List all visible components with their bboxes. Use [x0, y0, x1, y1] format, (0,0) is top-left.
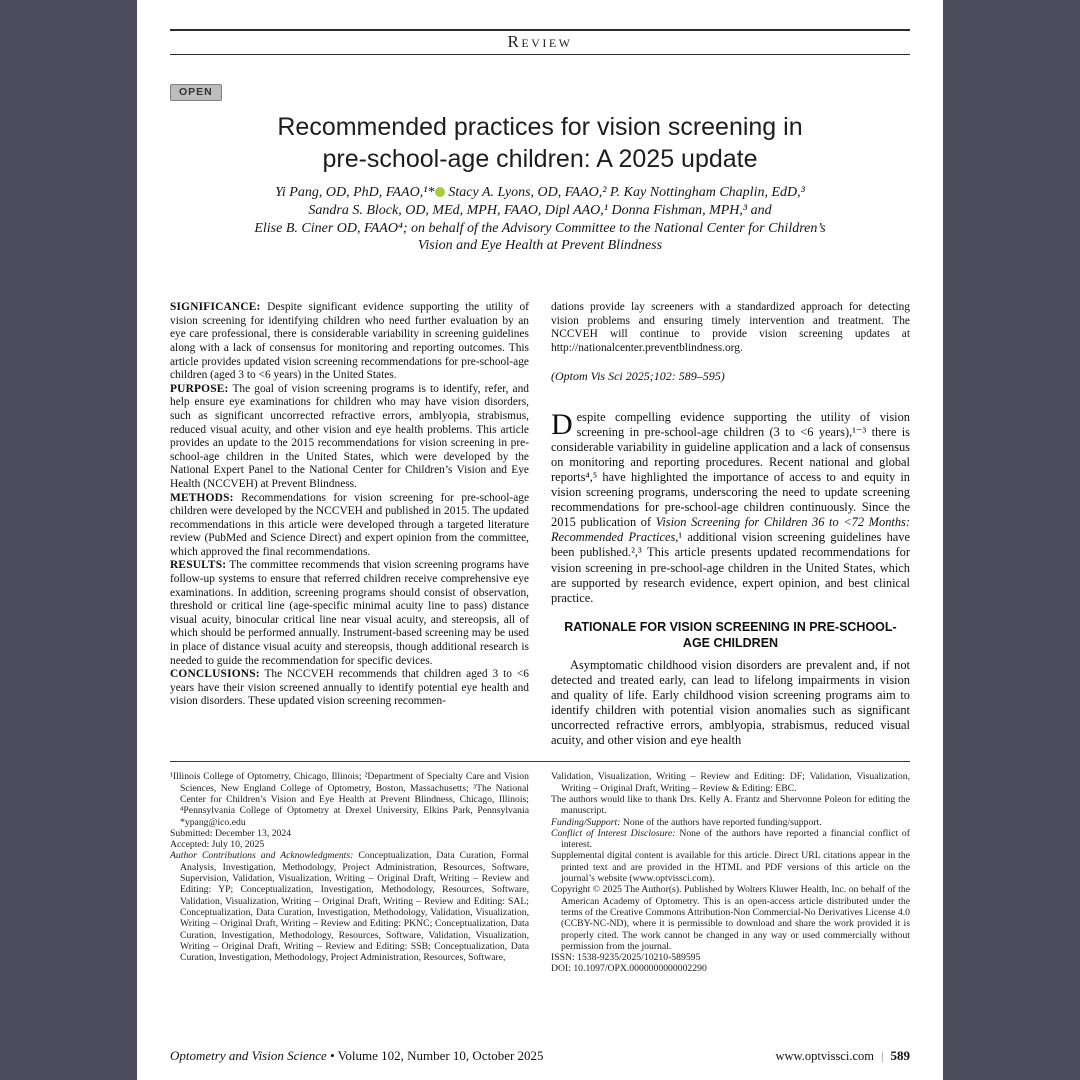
- abstract-conclusions: [170, 668, 529, 709]
- abstract-methods: [170, 492, 529, 560]
- page-footer: [170, 1048, 910, 1064]
- results-text: The committee recommends that vision screening programs have follow-up systems to ensure that referred children receive comprehensive eye examinations. In addition, screening programs should consist of observation, threshold or critical line (age-specific minimal acuity line to pass) distance visual acuity, binocular critical line near visual acuity, and stereopsis, all of which should be performed annually. Instrument-based screening may be used in place of distance visual acuity and stereopsis, though additional research is needed to guide the recommendation for specific devices.: [170, 559, 529, 667]
- contributions-continued-note: Validation, Visualization, Writing – Review and Editing: DF; Validation, Visualization, Writing – Original Draft, Writing – Review & Editing: EBC.: [551, 771, 910, 794]
- conclusions-text: The NCCVEH recommends that children aged 3 to <6 years have their vision screened annually to identify potential eye health and vision disorders. These updated vision screening recommen-: [170, 668, 529, 708]
- affiliations-note: ¹Illinois College of Optometry, Chicago, Illinois; ²Department of Specialty Care and Vision Sciences, New England College of Optometry, Boston, Massachusetts; ³The National Center for Children’s Vision and Eye Health at Prevent Blindness, Chicago, Illinois; ⁴Pennsylvania College of Optometry at Drexel University, Elkins Park, Pennsylvania *ypang@ico.edu: [170, 771, 529, 828]
- issue-info: • Volume 102, Number 10, October 2025: [326, 1048, 544, 1063]
- footnotes-left-column: [170, 771, 529, 974]
- footer-journal-info: [170, 1048, 544, 1064]
- page-number: 589: [890, 1048, 910, 1063]
- methods-label: METHODS:: [170, 491, 234, 504]
- abstract-purpose: [170, 383, 529, 492]
- conclusions-label: CONCLUSIONS:: [170, 668, 260, 681]
- article-title-line2: pre-school-age children: A 2025 update: [322, 145, 758, 173]
- submitted-note: Submitted: December 13, 2024: [170, 827, 292, 839]
- journal-citation: (Optom Vis Sci 2025;102: 589–595): [551, 368, 725, 383]
- journal-name: Optometry and Vision Science: [170, 1048, 327, 1063]
- author-line-1: [170, 184, 910, 202]
- section-heading-rationale: RATIONALE FOR VISION SCREENING IN PRE-SCHOOL-AGE CHILDREN: [564, 619, 897, 650]
- doi-note: DOI: 10.1097/OPX.0000000000002290: [551, 963, 707, 975]
- journal-page: [137, 0, 943, 1080]
- abstract-conclusions-continued: dations provide lay screeners with a standardized approach for detecting vision problems and ensuring timely intervention and treatment. The NCCVEH will continue to provide vision screening updates at http://nationalcenter.preventblindness.org.: [551, 301, 910, 354]
- author-list: [170, 184, 910, 255]
- article-title-line1: Recommended practices for vision screening in: [277, 113, 803, 141]
- methods-text: Recommendations for vision screening for pre-school-age children were developed by the NCCVEH and published in 2015. The updated recommendations in this article were developed through a targeted literature review (PubMed and Science Direct) and expert opinion from the committee, which approved the final recommendations.: [170, 491, 529, 558]
- left-column: [170, 301, 529, 748]
- intro-text-1: espite compelling evidence supporting the utility of vision screening in pre-school-age children (3 to <6 years),¹⁻³ there is considerable variability in guideline application and a lack of consensus on monitoring and reporting procedures. Recent national and global reports⁴,⁵ have highlighted the importance of access to and equity in vision screening programs, underscoring the need to update screening recommendations for pre-school-age children continuously. Since the 2015 publication of: [551, 409, 910, 530]
- author-line-3: Elise B. Ciner OD, FAAO⁴; on behalf of the Advisory Committee to the National Center for Children’s: [254, 220, 826, 236]
- drop-cap: D: [551, 407, 573, 441]
- purpose-label: PURPOSE:: [170, 382, 229, 395]
- author-line-4: Vision and Eye Health at Prevent Blindness: [417, 238, 663, 254]
- footnotes-right-column: [551, 771, 910, 974]
- badge-row: [170, 82, 910, 101]
- footnotes: [170, 771, 910, 974]
- article-type-label: Review: [507, 32, 573, 51]
- footer-page-info: [775, 1048, 910, 1064]
- article-type-banner: [170, 29, 910, 55]
- footer-separator: |: [880, 1049, 884, 1063]
- funding-note: Funding/Support: None of the authors have reported funding/support.: [551, 816, 822, 828]
- issn-note: ISSN: 1538-9235/2025/10210-589595: [551, 952, 701, 964]
- acknowledgments-note: The authors would like to thank Drs. Kelly A. Frantz and Shervonne Poleon for editing the manuscript.: [551, 793, 910, 817]
- author-line-2: Sandra S. Block, OD, MEd, MPH, FAAO, Dipl AAO,¹ Donna Fishman, MPH,³ and: [308, 202, 772, 218]
- abstract-significance: [170, 301, 529, 383]
- right-column: [551, 301, 910, 748]
- conflict-of-interest-note: Conflict of Interest Disclosure: None of the authors have reported a financial conflict of interest.: [551, 827, 911, 851]
- accepted-note: Accepted: July 10, 2025: [170, 839, 265, 851]
- footnote-divider: [170, 761, 910, 762]
- intro-text-2: ,¹ additional vision screening guidelines have been published.²,³ This article presents updated recommendations for vision screening in pre-school-age children in the United States, which are supported by research evidence, expert opinion, and best clinical practice.: [551, 530, 910, 605]
- rationale-paragraph: Asymptomatic childhood vision disorders are prevalent and, if not detected and treated early, can lead to lifelong impairments in vision and quality of life. Early childhood vision screening programs aim to identify children with potential vision anomalies such as significant uncorrected refractive errors, amblyopia, strabismus, reduced visual acuity, and other vision and eye health: [551, 657, 910, 748]
- open-access-badge: OPEN: [170, 84, 222, 101]
- author-contributions-note: Author Contributions and Acknowledgments: Conceptualization, Data Curation, Formal Analysis, Investigation, Methodology, Project Administration, Resources, Software, Supervision, Validation, Visualization, Writing – Original Draft, Writing – Review and Editing: YP; Conceptualization, Investigation, Methodology, Resources, Software, Validation, Visualization, Writing – Original Draft, Writing – Review and Editing: SAL; Conceptualization, Data Curation, Investigation, Methodology, Validation, Visualization, Writing – Original Draft, Writing – Review and Editing: PKNC; Conceptualization, Data Curation, Investigation, Methodology, Resources, Software, Validation, Visualization, Writing – Original Draft, Writing – Review and Editing: SSB; Conceptualization, Data Curation, Investigation, Methodology, Project Administration, Resources, Software,: [170, 850, 529, 964]
- significance-label: SIGNIFICANCE:: [170, 301, 261, 314]
- purpose-text: The goal of vision screening programs is to identify, refer, and help ensure eye examinations for children who may have vision disorders, such as significant uncorrected refractive errors, amblyopia, strabismus, reduced visual acuity, and other vision and eye health problems. This article provides an update to the 2015 recommendations for vision screening in pre-school-age children in the United States, which were developed by the National Expert Panel to the National Center for Children’s Vision and Eye Health (NCCVEH) at Prevent Blindness.: [170, 382, 529, 490]
- article-body: [551, 407, 910, 749]
- results-label: RESULTS:: [170, 559, 227, 572]
- author-line-1-rest: Stacy A. Lyons, OD, FAAO,² P. Kay Nottingham Chaplin, EdD,³: [448, 185, 805, 200]
- abstract-and-intro: [170, 301, 910, 748]
- orcid-icon: [435, 187, 445, 197]
- significance-text: Despite significant evidence supporting the utility of vision screening for identifying children who need further evaluation by an eye care professional, there is considerable variability in screening guidelines along with a lack of consensus for monitoring and reporting outcomes. This article provides updated vision screening recommendations for pre-school-age children (aged 3 to <6 years) in the United States.: [170, 301, 529, 382]
- journal-website-link[interactable]: www.optvissci.com: [775, 1049, 874, 1063]
- intro-paragraph: [551, 407, 910, 606]
- cited-title-italic: Vision Screening for Children 36 to <72 Months: Recommended Practices: [551, 515, 910, 545]
- article-title: [170, 111, 910, 175]
- copyright-note: Copyright © 2025 The Author(s). Published by Wolters Kluwer Health, Inc. on behalf of the American Academy of Optometry. This is an open-access article distributed under the terms of the Creative Commons Attribution-Non Commercial-No Derivatives License 4.0 (CCBY-NC-ND), where it is permissible to download and share the work provided it is properly cited. The work cannot be changed in any way or used commercially without permission from the journal.: [551, 884, 910, 952]
- supplemental-content-note: Supplemental digital content is available for this article. Direct URL citations appear in the printed text and are provided in the HTML and PDF versions of this article on the journal’s website (www.optvissci.com).: [551, 850, 910, 885]
- abstract-results: [170, 559, 529, 668]
- author-yi-pang: Yi Pang, OD, PhD, FAAO,¹*: [275, 185, 435, 200]
